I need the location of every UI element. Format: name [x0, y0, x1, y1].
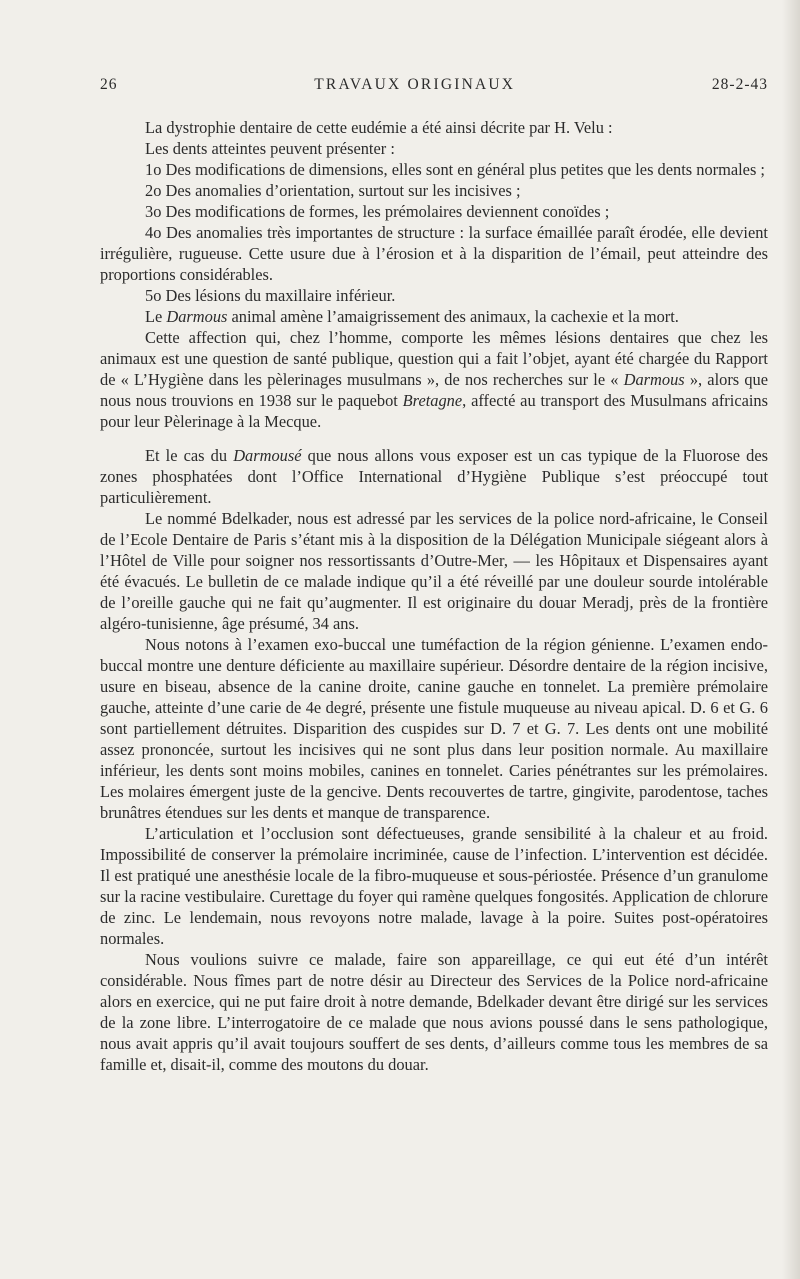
body-text — [100, 117, 768, 1075]
page-number: 26 — [100, 76, 118, 93]
running-title: TRAVAUX ORIGINAUX — [314, 76, 516, 93]
list-item: 3o Des modifications de formes, les prémolaires deviennent conoïdes ; — [145, 202, 610, 221]
paragraph: Nous notons à l’examen exo-buccal une tuméfaction de la région génienne. L’examen endo-buccal montre une denture déficiente au maxillaire supérieur. Désordre dentaire de la région incisive, usure en biseau, absence de la canine droite, canine gauche en tonnelet. La première prémolaire gauche, atteinte d’une carie de 4e degré, présente une fistule muqueuse au niveau apical. D. 6 et G. 6 sont partiellement détruites. Disparition des cuspides sur D. 7 et G. 7. Les dents ont une mobilité assez prononcée, surtout les incisives qui ne sont plus dans leur position normale. Au maxillaire inférieur, les dents sont moins mobiles, canines en tonnelet. Caries pénétrantes sur les prémolaires. Les molaires émergent juste de la gencive. Dents recouvertes de tartre, gingivite, parodentose, taches brunâtres étendues sur les dents et manque de transparence. — [100, 635, 768, 822]
paragraph: La dystrophie dentaire de cette eudémie a été ainsi décrite par H. Velu : — [145, 118, 613, 137]
paragraph: L’articulation et l’occlusion sont défectueuses, grande sensibilité à la chaleur et au froid. Impossibilité de conserver la prémolaire incriminée, cause de l’infection. L’intervention est décidée. Il est pratiqué une anesthésie locale de la fibro-muqueuse et sous-périostée. Présence d’un granulome sur la racine vestibulaire. Curettage du foyer qui ramène quelques fongosités. Application de chlorure de zinc. Le lendemain, nous revoyons notre malade, lavage à la poire. Suites post-opératoires normales. — [100, 824, 768, 948]
paragraph: Et le cas du Darmousé que nous allons vous exposer est un cas typique de la Fluorose des zones phosphatées dont l’Office International d’Hygiène Publique s’est préoccupé tout particulièrement. — [100, 446, 768, 507]
paragraph: Les dents atteintes peuvent présenter : — [145, 139, 395, 158]
running-header — [100, 76, 768, 94]
list-item: 2o Des anomalies d’orientation, surtout sur les incisives ; — [145, 181, 521, 200]
page-edge-shadow — [782, 0, 800, 1279]
list-item: 5o Des lésions du maxillaire inférieur. — [145, 286, 396, 305]
paragraph: Le nommé Bdelkader, nous est adressé par les services de la police nord-africaine, le Conseil de l’Ecole Dentaire de Paris s’étant mis à la disposition de la Délégation Municipale siégeant alors à l’Hôtel de Ville pour soigner nos ressortissants d’Outre-Mer, — les Hôpitaux et Dispensaires ayant été évacués. Le bulletin de ce malade indique qu’il a été réveillé par une douleur sourde intolérable de l’oreille gauche qui ne fait qu’augmenter. Il est originaire du douar Meradj, près de la frontière algéro-tunisienne, âge présumé, 34 ans. — [100, 509, 768, 633]
list-item: 4o Des anomalies très importantes de structure : la surface émaillée paraît érodée, elle devient irrégulière, rugueuse. Cette usure due à l’érosion et à la disparition de l’émail, peut atteindre des proportions considérables. — [100, 223, 768, 284]
paragraph: Le Darmous animal amène l’amaigrissement des animaux, la cachexie et la mort. — [145, 307, 679, 326]
issue-date: 28-2-43 — [711, 76, 768, 93]
paragraph: Nous voulions suivre ce malade, faire son appareillage, ce qui eut été d’un intérêt considérable. Nous fîmes part de notre désir au Directeur des Services de la Police nord-africaine alors en exercice, qui ne put faire droit à notre demande, Bdelkader devant être dirigé sur les services de la zone libre. L’interrogatoire de ce malade que nous avions poussé dans le sens pathologique, nous avait appris qu’il avait toujours souffert de ses dents, d’ailleurs comme tous les membres de sa famille et, disait-il, comme des moutons du douar. — [100, 950, 768, 1074]
list-item: 1o Des modifications de dimensions, elles sont en général plus petites que les dents normales ; — [145, 160, 765, 179]
paragraph: Cette affection qui, chez l’homme, comporte les mêmes lésions dentaires que chez les animaux est une question de santé publique, question qui a fait l’objet, ayant été chargée du Rapport de « L’Hygiène dans les pèlerinages musulmans », de nos recherches sur le « Darmous », alors que nous nous trouvions en 1938 sur le paquebot Bretagne, affecté au transport des Musulmans africains pour leur Pèlerinage à la Mecque. — [100, 328, 768, 431]
